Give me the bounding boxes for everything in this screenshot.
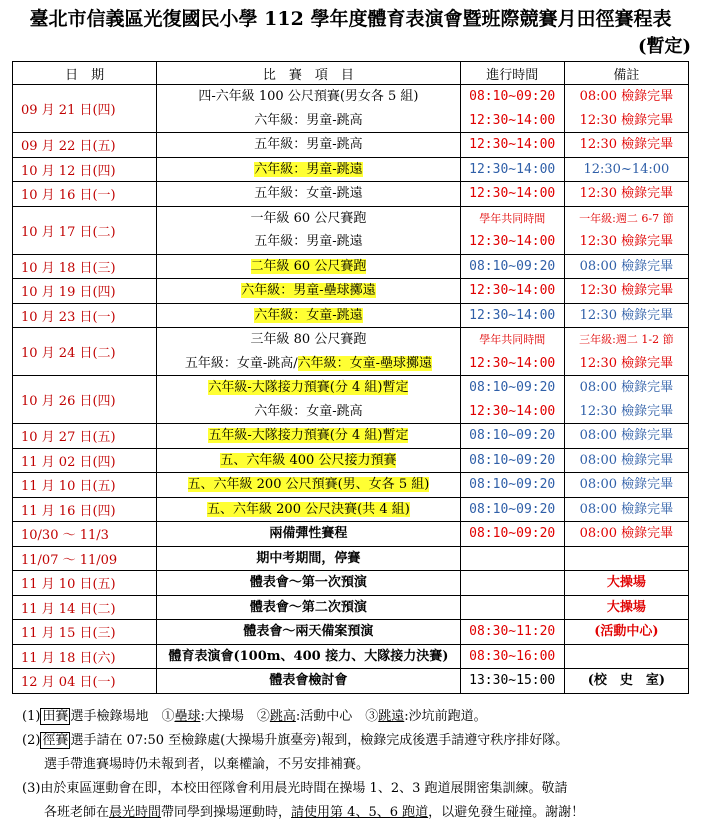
row-times (460, 473, 564, 498)
row-times (460, 182, 564, 207)
row-notes (564, 206, 688, 254)
time-value: 12:30~14:00 (469, 355, 556, 371)
row-times (460, 644, 564, 669)
row-notes (564, 254, 688, 279)
table-row (13, 182, 689, 207)
note-value: 08:00 檢錄完畢 (579, 526, 674, 541)
footnote-text: :沙坑前跑道。 (404, 709, 487, 724)
row-items (157, 328, 460, 376)
footnote-text: 各班老師在 (44, 805, 110, 820)
table-row (13, 669, 689, 694)
table-row (13, 206, 689, 254)
row-items (157, 182, 460, 207)
header-item: 比 賽 項 目 (157, 62, 460, 85)
row-date: 10 月 24 日(二) (13, 328, 157, 376)
event-name: 六年級：男童-跳高 (254, 112, 363, 128)
header-note: 備註 (564, 62, 688, 85)
row-date: 10 月 17 日(二) (13, 206, 157, 254)
row-notes (564, 448, 688, 473)
row-items (157, 669, 460, 694)
row-times (460, 522, 564, 547)
table-row (13, 376, 689, 424)
event-line (157, 547, 459, 571)
event-name: 六年級：女童-跳遠 (254, 307, 363, 323)
footnote-prefix: (1) (22, 709, 41, 724)
row-notes (564, 546, 688, 571)
event-line (157, 328, 459, 352)
event-name: 五年級：女童-跳高/ (184, 355, 298, 371)
row-notes (564, 376, 688, 424)
row-date: 10 月 26 日(四) (13, 376, 157, 424)
footnote-boxed-term: 徑賽 (42, 733, 69, 748)
row-times (460, 376, 564, 424)
note-value: 08:00 檢錄完畢 (579, 477, 674, 492)
row-times (460, 620, 564, 645)
event-line (157, 400, 459, 424)
footnote-2-continued: 選手帶進賽場時仍未報到者，以棄權論，不另安排補賽。 (44, 757, 370, 772)
table-row (13, 522, 689, 547)
time-value: 12:30~14:00 (469, 112, 556, 128)
event-line (157, 424, 459, 448)
row-items (157, 254, 460, 279)
time-value: 學年共同時間 (479, 211, 546, 225)
event-name: 五年級：女童-跳遠 (254, 186, 363, 201)
row-times (460, 328, 564, 376)
row-items (157, 546, 460, 571)
time-value: 12:30~14:00 (469, 307, 556, 323)
event-name: 四-六年級 100 公尺預賽(男女各 5 組) (198, 89, 419, 104)
event-name: 六年級：女童-壘球擲遠 (297, 355, 433, 371)
time-value: 08:10~09:20 (469, 89, 556, 104)
row-items (157, 424, 460, 449)
row-date: 09 月 22 日(五) (13, 133, 157, 158)
table-row (13, 448, 689, 473)
row-date: 09 月 21 日(四) (13, 85, 157, 133)
row-notes (564, 669, 688, 694)
event-name: 期中考期間，停賽 (256, 550, 361, 566)
time-value: 12:30~14:00 (469, 403, 556, 419)
event-name: 體育表演會(100m、400 接力、大隊接力決賽) (168, 648, 449, 664)
event-line (157, 352, 459, 376)
event-line (157, 182, 459, 206)
footnote-3-continued (22, 801, 692, 825)
row-date: 11 月 10 日(五) (13, 571, 157, 596)
row-date: 11 月 18 日(六) (13, 644, 157, 669)
row-date: 10 月 27 日(五) (13, 424, 157, 449)
footnote-text: ，以避免發生碰撞。謝謝！ (428, 805, 585, 820)
footnote-text: :活動中心 ③ (295, 709, 379, 724)
note-value: 12:30 檢錄完畢 (579, 186, 674, 201)
row-notes (564, 595, 688, 620)
event-name: 兩備彈性賽程 (269, 526, 348, 541)
row-times (460, 206, 564, 254)
note-value: 12:30 檢錄完畢 (579, 307, 674, 323)
row-items (157, 620, 460, 645)
event-line (157, 133, 459, 157)
time-value (461, 547, 564, 571)
header-time: 進行時間 (460, 62, 564, 85)
event-name: 五、六年級 200 公尺預賽(男、女各 5 組) (187, 477, 430, 492)
row-items (157, 644, 460, 669)
note-value: 08:00 檢錄完畢 (579, 89, 674, 104)
page-title: 臺北市信義區光復國民小學 112 學年度體育表演會暨班際競賽月田徑賽程表 (29, 8, 672, 30)
footnote-text: :大操場 ② (200, 709, 270, 724)
footnote-3: (3)由於東區運動會在即，本校田徑隊會利用晨光時間在操場 1、2、3 跑道展開密集訓練。敬請 (22, 781, 568, 796)
note-value (565, 547, 688, 571)
table-row (13, 497, 689, 522)
table-row (13, 546, 689, 571)
event-line (157, 109, 459, 133)
event-name: 五年級-大隊接力預賽(分 4 組)暫定 (208, 428, 409, 443)
row-items (157, 279, 460, 304)
time-value: 12:30~14:00 (469, 234, 556, 249)
footnote-underlined: 壘球 (174, 709, 201, 724)
event-name: 六年級：男童-壘球擲遠 (241, 283, 376, 298)
footnote-underlined: 跳高 (269, 709, 296, 724)
table-row (13, 571, 689, 596)
row-date: 10 月 18 日(三) (13, 254, 157, 279)
time-value: 12:30~14:00 (469, 161, 556, 177)
event-name: 體表會檢討會 (269, 673, 348, 688)
row-date: 12 月 04 日(一) (13, 669, 157, 694)
footnote-prefix: (2) (22, 733, 41, 748)
time-value: 08:10~09:20 (469, 258, 556, 274)
row-items (157, 571, 460, 596)
time-value: 08:10~09:20 (469, 477, 556, 492)
table-row (13, 328, 689, 376)
time-value: 08:10~09:20 (469, 452, 556, 468)
row-notes (564, 133, 688, 158)
note-value: 08:00 檢錄完畢 (579, 380, 674, 395)
event-name: 五、六年級 400 公尺接力預賽 (220, 452, 397, 468)
footnote-2 (22, 729, 692, 753)
row-notes (564, 571, 688, 596)
event-line (157, 669, 459, 693)
table-row (13, 424, 689, 449)
event-name: 三年級 80 公尺賽跑 (250, 332, 367, 347)
event-name: 二年級 60 公尺賽跑 (250, 258, 367, 274)
row-notes (564, 303, 688, 328)
table-row (13, 279, 689, 304)
event-line (157, 304, 459, 328)
row-times (460, 133, 564, 158)
table-row (13, 644, 689, 669)
event-name: 六年級-大隊接力預賽(分 4 組)暫定 (208, 380, 409, 395)
event-name: 六年級：男童-跳遠 (254, 161, 363, 177)
footnotes (22, 705, 692, 825)
row-notes (564, 620, 688, 645)
row-date: 11 月 14 日(二) (13, 595, 157, 620)
note-value: 一年級:週二 6-7 節 (579, 211, 674, 225)
row-notes (564, 182, 688, 207)
event-line (157, 449, 459, 473)
row-date: 10 月 12 日(四) (13, 157, 157, 182)
schedule-table (12, 61, 689, 694)
note-value: (活動中心) (594, 624, 659, 639)
footnote-underlined: 晨光時間 (109, 805, 162, 820)
row-notes (564, 473, 688, 498)
note-value: 12:30 檢錄完畢 (579, 403, 674, 419)
event-line (157, 255, 459, 279)
note-value: 三年級:週二 1-2 節 (579, 333, 674, 346)
row-date: 10 月 16 日(一) (13, 182, 157, 207)
row-times (460, 85, 564, 133)
row-items (157, 376, 460, 424)
table-header-row (13, 62, 689, 85)
table-row (13, 157, 689, 182)
time-value: 13:30~15:00 (469, 673, 556, 688)
row-items (157, 206, 460, 254)
row-items (157, 473, 460, 498)
event-name: 五、六年級 200 公尺決賽(共 4 組) (207, 501, 410, 517)
row-items (157, 595, 460, 620)
footnote-boxed-term: 田賽 (42, 709, 69, 724)
event-line (157, 376, 459, 400)
event-line (157, 158, 459, 182)
event-line (157, 571, 459, 595)
event-name: 體表會～兩天備案預演 (243, 624, 374, 639)
schedule-body (13, 62, 689, 694)
footnote-text: 帶同學到操場運動時， (161, 805, 292, 820)
time-value: 08:30~11:20 (469, 624, 556, 639)
row-date: 11 月 15 日(三) (13, 620, 157, 645)
event-name: 體表會～第一次預演 (249, 575, 367, 590)
row-times (460, 497, 564, 522)
time-value (461, 596, 564, 620)
note-value: 大操場 (606, 599, 646, 615)
row-times (460, 595, 564, 620)
table-row (13, 85, 689, 133)
row-notes (564, 497, 688, 522)
note-value: 12:30 檢錄完畢 (579, 234, 674, 249)
footnote-text: 選手請在 07:50 至檢錄處(大操場升旗臺旁)報到，檢錄完成後選手請遵守秩序排好隊。 (70, 733, 569, 748)
time-value: 12:30~14:00 (469, 283, 556, 298)
header-date: 日 期 (13, 62, 157, 85)
note-value: 大操場 (606, 575, 646, 590)
footnote-underlined: 跳遠 (378, 709, 405, 724)
row-times (460, 448, 564, 473)
row-items (157, 497, 460, 522)
row-date: 11 月 16 日(四) (13, 497, 157, 522)
row-notes (564, 157, 688, 182)
row-times (460, 254, 564, 279)
row-notes (564, 279, 688, 304)
event-line (157, 620, 459, 644)
event-line (157, 279, 459, 303)
row-items (157, 157, 460, 182)
row-items (157, 85, 460, 133)
row-times (460, 157, 564, 182)
row-notes (564, 644, 688, 669)
event-line (157, 596, 459, 620)
row-times (460, 279, 564, 304)
event-line (157, 85, 459, 109)
note-value: 12:30~14:00 (583, 161, 670, 177)
row-date: 11 月 10 日(五) (13, 473, 157, 498)
time-value (461, 571, 564, 595)
table-row (13, 595, 689, 620)
table-row (13, 473, 689, 498)
table-row (13, 133, 689, 158)
row-items (157, 133, 460, 158)
event-line (157, 498, 459, 522)
note-value: 12:30 檢錄完畢 (579, 283, 674, 298)
row-items (157, 303, 460, 328)
table-row (13, 303, 689, 328)
event-line (157, 522, 459, 546)
row-notes (564, 424, 688, 449)
time-value: 08:10~09:20 (469, 380, 556, 395)
row-notes (564, 328, 688, 376)
time-value: 12:30~14:00 (469, 137, 556, 152)
event-name: 體表會～第二次預演 (249, 599, 367, 615)
note-value: (校 史 室) (587, 673, 666, 688)
time-value: 08:30~16:00 (469, 648, 556, 664)
note-value: 12:30 檢錄完畢 (579, 112, 674, 128)
row-times (460, 303, 564, 328)
time-value: 08:10~09:20 (469, 501, 556, 517)
note-value: 08:00 檢錄完畢 (579, 452, 674, 468)
event-line (157, 645, 459, 669)
note-value: 08:00 檢錄完畢 (579, 258, 674, 274)
row-date: 11/07 ～ 11/09 (13, 546, 157, 571)
footnote-1 (22, 705, 692, 729)
note-value: 08:00 檢錄完畢 (579, 501, 674, 517)
row-times (460, 669, 564, 694)
row-date: 10 月 23 日(一) (13, 303, 157, 328)
event-line (157, 207, 459, 231)
footnote-text: 選手檢錄場地 ① (70, 709, 175, 724)
row-date: 10/30 ～ 11/3 (13, 522, 157, 547)
note-value (565, 645, 688, 669)
note-value: 12:30 檢錄完畢 (579, 137, 674, 152)
time-value: 12:30~14:00 (469, 186, 556, 201)
footnote-underlined: 請使用第 4、5、6 跑道 (291, 805, 429, 820)
row-notes (564, 85, 688, 133)
row-date: 10 月 19 日(四) (13, 279, 157, 304)
row-notes (564, 522, 688, 547)
page-subtitle: (暫定) (637, 36, 691, 57)
event-line (157, 473, 459, 497)
row-items (157, 522, 460, 547)
time-value: 08:10~09:20 (469, 428, 556, 443)
row-times (460, 571, 564, 596)
table-row (13, 620, 689, 645)
row-date: 11 月 02 日(四) (13, 448, 157, 473)
row-items (157, 448, 460, 473)
time-value: 學年共同時間 (479, 333, 546, 346)
note-value: 08:00 檢錄完畢 (579, 428, 674, 443)
table-row (13, 254, 689, 279)
note-value: 12:30 檢錄完畢 (579, 355, 674, 371)
event-name: 六年級：女童-跳高 (254, 403, 363, 419)
event-line (157, 230, 459, 254)
time-value: 08:10~09:20 (469, 526, 556, 541)
row-times (460, 546, 564, 571)
row-times (460, 424, 564, 449)
event-name: 一年級 60 公尺賽跑 (250, 210, 367, 226)
event-name: 五年級：男童-跳高 (254, 137, 363, 152)
event-name: 五年級：男童-跳遠 (254, 234, 363, 249)
